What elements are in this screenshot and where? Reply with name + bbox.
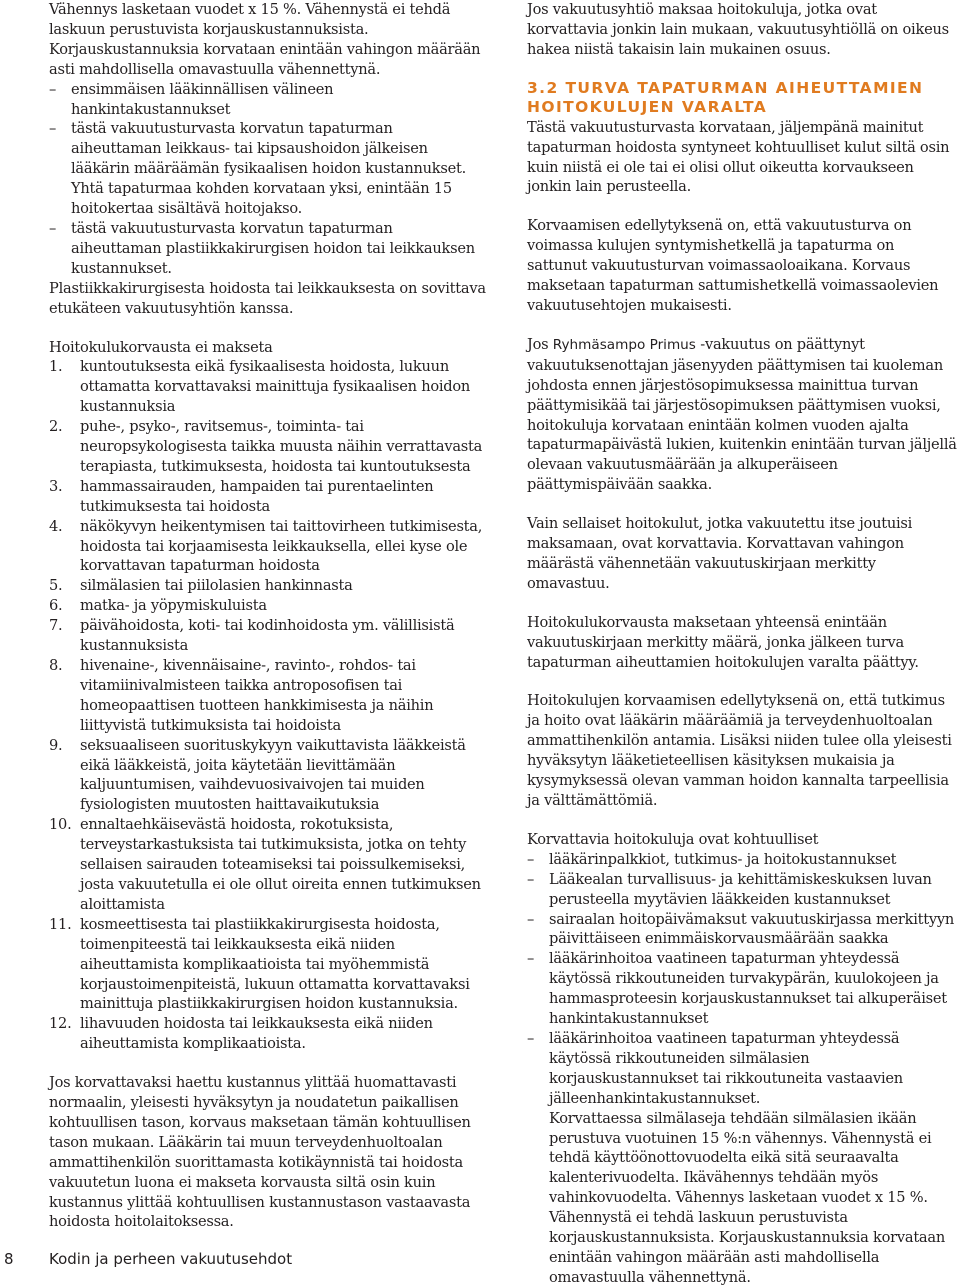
paragraph: Hoitokulukorvausta maksetaan yhteensä enintään vakuutuskirjaan merkitty määrä, jonka jälkeen turva tapaturman aiheuttamien hoitokulujen varalta päättyy. — [527, 613, 919, 671]
product-name: Ryhmäsampo Primus — [552, 336, 696, 353]
section-heading: 3.2 TURVA TAPATURMAN AIHEUTTAMIEN HOITOKULUJEN VARALTA — [527, 78, 924, 117]
numbered-list — [49, 357, 486, 1054]
subheading: Korvattavia hoitokuluja ovat kohtuulliset — [527, 830, 819, 848]
dash-list — [49, 80, 486, 319]
list-item: 2. puhe-, psyko-, ravitsemus-, toiminta- tai neuropsykologisesta taikka muusta näihin verrattavasta terapiasta, tutkimuksesta, hoidosta tai kuntoutuksesta — [49, 418, 483, 475]
dash-bullet: – — [49, 219, 57, 237]
dash-bullet: – — [527, 950, 535, 968]
dash-bullet: – — [527, 1029, 535, 1047]
paragraph: Vähennys lasketaan vuodet x 15 %. Vähennystä ei tehdä laskuun perustuvista korjauskustannuksista. Korjauskustannuksia korvataan enintään vahingon määrään asti mahdollisella omavastuulla vähennettynä. — [49, 1, 481, 78]
right-column — [527, 0, 958, 1288]
subheading: Hoitokulukorvausta ei makseta — [49, 338, 273, 356]
page-number: 8 — [4, 1250, 14, 1268]
list-item: 9. seksuaaliseen suorituskykyyn vaikuttavista lääkkeistä eikä lääkkeistä, joita käytetään lievittämään kaljuuntumisen, vaihdevuosivaivojen tai muiden fysiologisten muutosten haittavaikutuksia — [49, 736, 466, 814]
dash-list-item: – sairaalan hoitopäivämaksut vakuutuskirjassa merkittyyn päivittäiseen enimmäiskorvausmäärään saakka — [527, 910, 955, 948]
list-item: 8. hivenaine-, kivennäisaine-, ravinto-, rohdos- tai vitamiinivalmisteen taikka antroposofisen tai homeopaattisen tuotteen hankkimisesta ja näihin liittyvistä tutkimuksista tai hoidoista — [49, 657, 434, 734]
paragraph: Korvaamisen edellytyksenä on, että vakuutusturva on voimassa kulujen syntymishetkellä ja tapaturma on sattunut vakuutusturvan voimassaoloaikana. Korvaus maksetaan tapaturman sattumishetkellä voimassaolevien vakuutusehtojen mukaisesti. — [527, 217, 939, 314]
dash-bullet: – — [527, 870, 535, 888]
dash-bullet: – — [527, 850, 535, 868]
paragraph: Plastiikkakirurgisesta hoidosta tai leikkauksesta on sovittava etukäteen vakuutusyhtiön kanssa. — [49, 279, 486, 317]
dash-list-item: – ensimmäisen lääkinnällisen välineen hankintakustannukset — [49, 80, 334, 118]
paragraph: Vain sellaiset hoitokulut, jotka vakuutettu itse joutuisi maksamaan, ovat korvattavia. Korvattavan vahingon määrästä vähennetään vakuutuskirjaan merkitty omavastuu. — [527, 515, 913, 592]
list-item: 1. kuntoutuksesta eikä fysikaalisesta hoidosta, lukuun ottamatta korvattavaksi mainittuja fysikaalisen hoidon kustannuksia — [49, 358, 471, 416]
dash-list-item: – lääkärinhoitoa vaatineen tapaturman yhteydessä käytössä rikkoutuneiden turvakypärän, kuulokojeen ja hammasproteesin korjauskustannukset tai alkuperäiset hankintakustannukset — [527, 950, 947, 1028]
list-item: 10. ennaltaehkäisevästä hoidosta, rokotuksista, terveystarkastuksista tai tutkimuksista, jotka on tehty sellaisen sairauden toteamiseksi tai poissulkemiseksi, josta vakuutetulla ei ole ollut oireita ennen tutkimuksen aloittamista — [49, 816, 481, 913]
paragraph: Hoitokulujen korvaamisen edellytyksenä on, että tutkimus ja hoito ovat lääkärin määräämiä ja terveydenhuoltoalan ammattihenkilön antamia. Lisäksi niiden tulee olla yleisesti hyväksytyn lääketieteellisen käsityksen mukaisia ja kysymyksessä olevan vamman hoidon kannalta tarpeellisia ja välttämättömiä. — [527, 692, 952, 809]
paragraph: Tästä vakuutusturvasta korvataan, jäljempänä mainitut tapaturman hoidosta syntyneet kohtuulliset kulut siltä osin kuin niistä ei ole tai ei olisi ollut oikeutta korvaukseen jonkin lain perusteella. — [527, 118, 950, 196]
dash-list — [527, 850, 958, 1288]
paragraph: Korvattaessa silmälaseja tehdään silmälasien ikään perustuva vuotuinen 15 %:n vähennys. Vähennystä ei tehdä käyttöönottovuodelta eikä sitä seuraavalta kalenterivuodelta. Ikävähennys tehdään myös vahinkovuodelta. Vähennys lasketaan vuodet x 15 %. Vähennystä ei tehdä laskuun perustuvista korjauskustannuksista. Korjauskustannuksia korvataan enintään vahingon määrään asti mahdollisella omavastuulla vähennettynä. — [549, 1109, 945, 1286]
list-item: 12. lihavuuden hoidosta tai leikkauksesta eikä niiden aiheuttamista komplikaatioista. — [49, 1015, 433, 1053]
list-item: 5. silmälasien tai piilolasien hankinnasta — [49, 577, 353, 595]
dash-bullet: – — [49, 80, 57, 98]
document-title: Kodin ja perheen vakuutusehdot — [49, 1250, 293, 1268]
dash-list-item: – lääkärinhoitoa vaatineen tapaturman yhteydessä käytössä rikkoutuneiden silmälasien korjauskustannukset tai rikkoutuneita vastaavien jälleenhankintakustannukset. — [527, 1029, 903, 1107]
list-item: 3. hammassairauden, hampaiden tai purentaelinten tutkimuksesta tai hoidosta — [49, 477, 434, 515]
paragraph: Jos korvattavaksi haettu kustannus ylittää huomattavasti normaalin, yleisesti hyväksytyn ja noudatetun paikallisen kohtuullisen tason, korvaus maksetaan tämän kohtuullisen tason mukaan. Lääkärin tai muun terveydenhuoltoalan ammattihenkilön suorittamasta kotikäynnistä tai hoidosta vakuutetun luona ei makseta korvausta siltä osin kuin kustannus ylittää kohtuullisen kustannustason vastaavasta hoidosta hoitolaitoksessa. — [49, 1074, 471, 1231]
paragraph: Jos Ryhmäsampo Primus -vakuutus on päättynyt vakuutuksenottajan jäsenyyden päättymisen tai kuoleman johdosta ennen järjestösopimuksessa mainittua turvan päättymisikää tai järjestösopimuksen päättymisen vuoksi, hoitokuluja korvataan enintään kolmen vuoden ajalta tapaturmapäivästä lukien, kuitenkin enintään turvan jäljellä olevaan vakuutusmäärään ja alkuperäiseen päättymispäivään saakka. — [527, 335, 957, 494]
dash-bullet: – — [527, 910, 535, 928]
dash-list-item: – tästä vakuutusturvasta korvatun tapaturman aiheuttaman leikkaus- tai kipsaushoidon jälkeisen lääkärin määräämän fysikaalisen hoidon kustannukset. Yhtä tapaturmaa kohden korvataan yksi, enintään 15 hoitokertaa sisältävä hoitojakso. — [49, 120, 467, 218]
list-item: 4. näkökyvyn heikentymisen tai taittovirheen tutkimisesta, hoidosta tai korjaamisesta leikkauksella, ellei kyse ole korvattavan tapaturman hoidosta — [49, 517, 483, 575]
paragraph: Jos vakuutusyhtiö maksaa hoitokuluja, jotka ovat korvattavia jonkin lain mukaan, vakuutusyhtiöllä on oikeus hakea niistä takaisin lain mukainen osuus. — [527, 1, 949, 58]
left-column — [49, 0, 486, 1232]
dash-list-item: – Lääkealan turvallisuus- ja kehittämiskeskuksen luvan perusteella myytävien lääkkeiden kustannukset — [527, 870, 932, 908]
list-item: 11. kosmeettisesta tai plastiikkakirurgisesta hoidosta, toimenpiteestä tai leikkauksesta eikä niiden aiheuttamista komplikaatioista tai myöhemmistä korjaustoimenpiteistä, lukuun ottamatta korvattavaksi mainittuja plastiikkakirurgisen hoidon kustannuksia. — [49, 915, 470, 1013]
dash-list-item: – lääkärinpalkkiot, tutkimus- ja hoitokustannukset — [527, 850, 897, 868]
dash-list-item: – tästä vakuutusturvasta korvatun tapaturman aiheuttaman plastiikkakirurgisen hoidon tai leikkauksen kustannukset. — [49, 219, 475, 277]
list-item: 7. päivähoidosta, koti- tai kodinhoidosta ym. välillisistä kustannuksista — [49, 617, 455, 655]
dash-bullet: – — [49, 120, 57, 138]
list-item: 6. matka- ja yöpymiskuluista — [49, 597, 267, 615]
